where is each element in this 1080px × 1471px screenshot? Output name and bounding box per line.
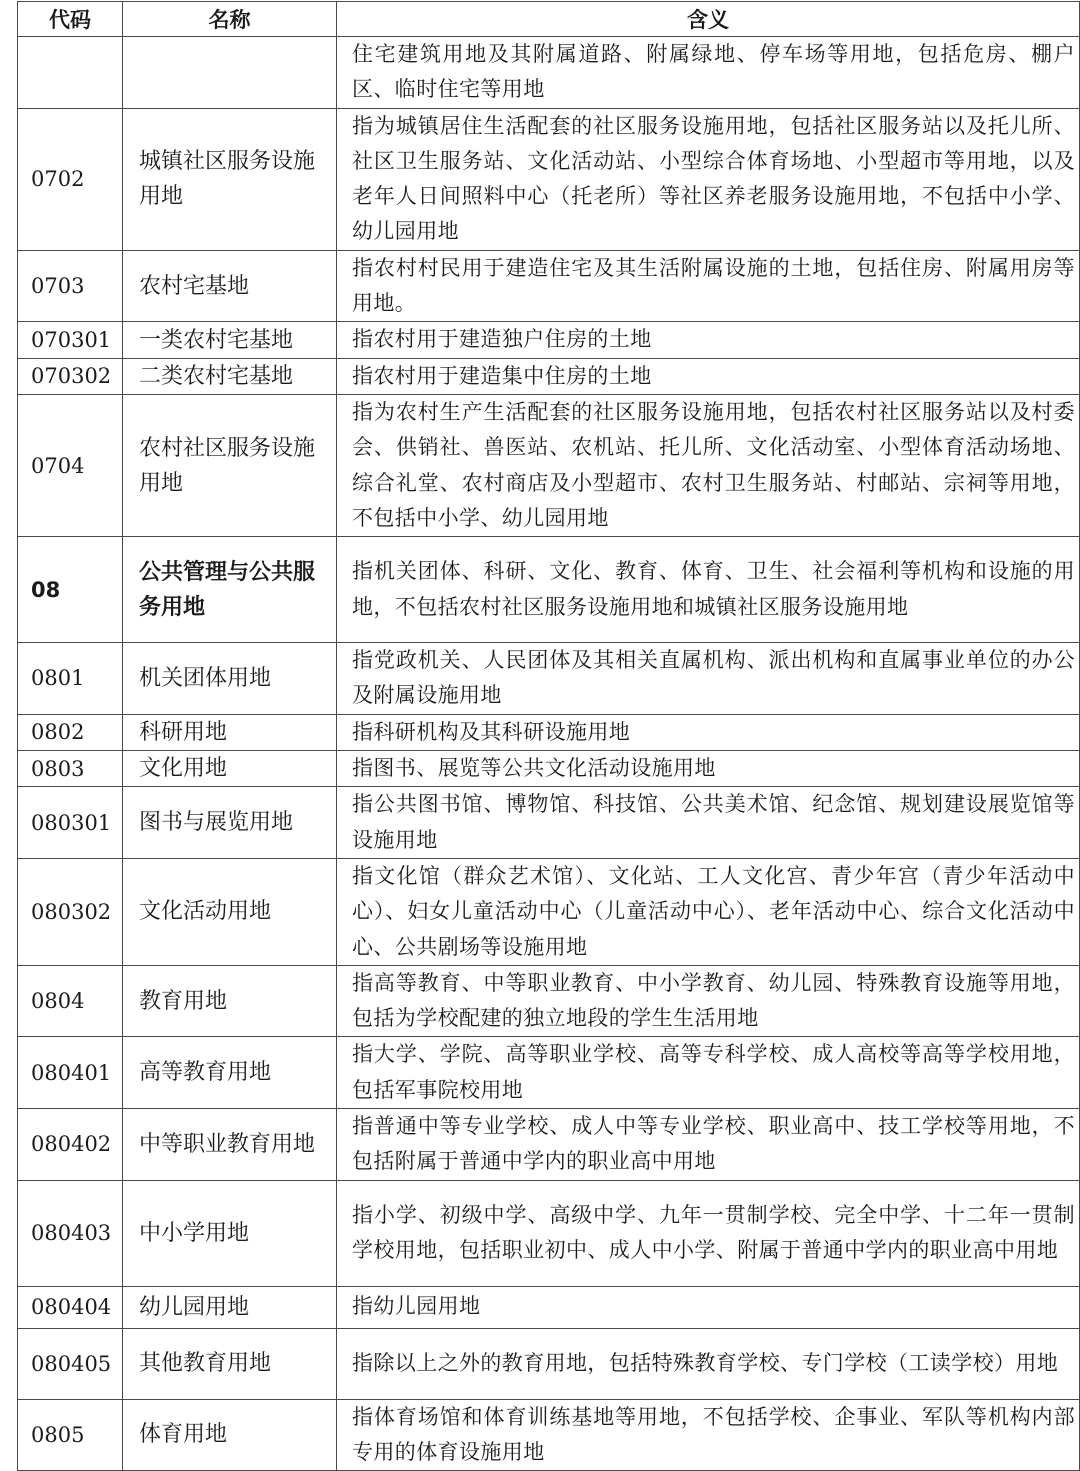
header-meaning: 含义 (337, 2, 1080, 37)
table-row (18, 643, 1080, 715)
row-name: 体育用地 (123, 1399, 337, 1471)
table-row (18, 358, 1080, 394)
row-name: 农村社区服务设施用地 (123, 394, 337, 536)
row-code: 0704 (18, 394, 123, 536)
row-name: 二类农村宅基地 (123, 358, 337, 394)
row-meaning: 指高等教育、中等职业教育、中小学教育、幼儿园、特殊教育设施等用地，包括为学校配建的独立地段的学生生活用地 (337, 965, 1080, 1037)
row-name (123, 37, 337, 109)
row-code: 080403 (18, 1180, 123, 1286)
table-row (18, 322, 1080, 358)
row-meaning: 指大学、学院、高等职业学校、高等专科学校、成人高校等高等学校用地，包括军事院校用地 (337, 1037, 1080, 1109)
row-code: 070301 (18, 322, 123, 358)
row-meaning: 住宅建筑用地及其附属道路、附属绿地、停车场等用地，包括危房、棚户区、临时住宅等用地 (337, 37, 1080, 109)
table-row (18, 1109, 1080, 1181)
row-code: 080301 (18, 787, 123, 859)
row-code: 0703 (18, 250, 123, 322)
table-row (18, 250, 1080, 322)
row-name: 中小学用地 (123, 1180, 337, 1286)
row-meaning: 指农村用于建造集中住房的土地 (337, 358, 1080, 394)
row-meaning: 指科研机构及其科研设施用地 (337, 714, 1080, 750)
header-name: 名称 (123, 2, 337, 37)
row-code: 0804 (18, 965, 123, 1037)
row-meaning: 指党政机关、人民团体及其相关直属机构、派出机构和直属事业单位的办公及附属设施用地 (337, 643, 1080, 715)
row-meaning: 指为农村生产生活配套的社区服务设施用地，包括农村社区服务站以及村委会、供销社、兽医站、农机站、托儿所、文化活动室、小型体育活动场地、综合礼堂、农村商店及小型超市、农村卫生服务站、村邮站、宗祠等用地，不包括中小学、幼儿园用地 (337, 394, 1080, 536)
row-code: 080404 (18, 1286, 123, 1328)
table-row (18, 108, 1080, 250)
table-row (18, 37, 1080, 109)
row-name: 机关团体用地 (123, 643, 337, 715)
table-row (18, 394, 1080, 536)
row-name: 公共管理与公共服务用地 (123, 537, 337, 643)
table-body (18, 37, 1080, 1471)
header-code: 代码 (18, 2, 123, 37)
row-meaning: 指幼儿园用地 (337, 1286, 1080, 1328)
row-name: 城镇社区服务设施用地 (123, 108, 337, 250)
table-row (18, 787, 1080, 859)
row-code: 0803 (18, 751, 123, 787)
row-meaning: 指农村用于建造独户住房的土地 (337, 322, 1080, 358)
table-row (18, 1286, 1080, 1328)
row-name: 高等教育用地 (123, 1037, 337, 1109)
row-code: 0801 (18, 643, 123, 715)
land-use-classification-table (17, 1, 1080, 1471)
row-name: 幼儿园用地 (123, 1286, 337, 1328)
row-name: 教育用地 (123, 965, 337, 1037)
table-row (18, 1328, 1080, 1399)
row-name: 中等职业教育用地 (123, 1109, 337, 1181)
row-name: 其他教育用地 (123, 1328, 337, 1399)
row-meaning: 指机关团体、科研、文化、教育、体育、卫生、社会福利等机构和设施的用地，不包括农村社区服务设施用地和城镇社区服务设施用地 (337, 537, 1080, 643)
row-meaning: 指文化馆（群众艺术馆）、文化站、工人文化宫、青少年宫（青少年活动中心）、妇女儿童活动中心（儿童活动中心）、老年活动中心、综合文化活动中心、公共剧场等设施用地 (337, 858, 1080, 965)
row-meaning: 指普通中等专业学校、成人中等专业学校、职业高中、技工学校等用地，不包括附属于普通中学内的职业高中用地 (337, 1109, 1080, 1181)
row-code: 080302 (18, 858, 123, 965)
row-meaning: 指农村村民用于建造住宅及其生活附属设施的土地，包括住房、附属用房等用地。 (337, 250, 1080, 322)
row-code: 080402 (18, 1109, 123, 1181)
row-meaning: 指体育场馆和体育训练基地等用地，不包括学校、企事业、军队等机构内部专用的体育设施用地 (337, 1399, 1080, 1471)
table-row (18, 537, 1080, 643)
row-meaning: 指小学、初级中学、高级中学、九年一贯制学校、完全中学、十二年一贯制学校用地，包括职业初中、成人中小学、附属于普通中学内的职业高中用地 (337, 1180, 1080, 1286)
row-code: 070302 (18, 358, 123, 394)
row-code: 0805 (18, 1399, 123, 1471)
row-code: 08 (18, 537, 123, 643)
row-code (18, 37, 123, 109)
table-row (18, 1399, 1080, 1471)
row-meaning: 指为城镇居住生活配套的社区服务设施用地，包括社区服务站以及托儿所、社区卫生服务站、文化活动站、小型综合体育场地、小型超市等用地，以及老年人日间照料中心（托老所）等社区养老服务设施用地，不包括中小学、幼儿园用地 (337, 108, 1080, 250)
table-row (18, 1180, 1080, 1286)
row-name: 一类农村宅基地 (123, 322, 337, 358)
row-meaning: 指图书、展览等公共文化活动设施用地 (337, 751, 1080, 787)
row-name: 文化活动用地 (123, 858, 337, 965)
row-meaning: 指除以上之外的教育用地，包括特殊教育学校、专门学校（工读学校）用地 (337, 1328, 1080, 1399)
table-row (18, 714, 1080, 750)
table-row (18, 751, 1080, 787)
row-name: 文化用地 (123, 751, 337, 787)
row-name: 农村宅基地 (123, 250, 337, 322)
table-row (18, 965, 1080, 1037)
table-row (18, 1037, 1080, 1109)
row-code: 080405 (18, 1328, 123, 1399)
row-name: 图书与展览用地 (123, 787, 337, 859)
row-meaning: 指公共图书馆、博物馆、科技馆、公共美术馆、纪念馆、规划建设展览馆等设施用地 (337, 787, 1080, 859)
row-code: 0802 (18, 714, 123, 750)
table-row (18, 858, 1080, 965)
row-code: 0702 (18, 108, 123, 250)
row-code: 080401 (18, 1037, 123, 1109)
row-name: 科研用地 (123, 714, 337, 750)
table-header-row (18, 2, 1080, 37)
